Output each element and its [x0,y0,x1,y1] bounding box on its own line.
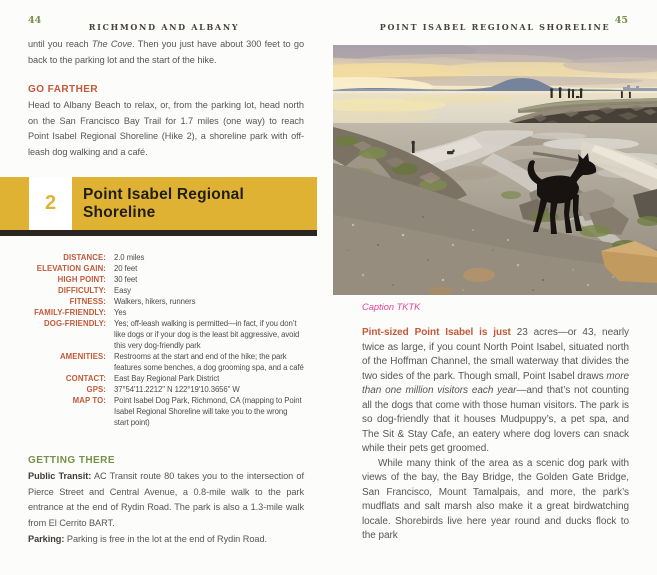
photo-caption: Caption TKTK [362,302,421,312]
stat-label: DISTANCE: [63,253,106,262]
stats-list [28,252,304,428]
stat-value: Point Isabel Dog Park, Richmond, CA (mapping to Point Isabel Regional Shoreline will take you to the wrong start point) [114,396,302,427]
body-paragraph-1 [362,326,629,457]
stat-label: DIFFICULTY: [57,286,106,295]
stat-label: AMENITIES: [59,352,106,361]
stat-row [28,318,304,351]
hike-number: 2 [44,192,57,214]
stat-label: FAMILY-FRIENDLY: [34,308,106,317]
right-page-body [362,326,629,544]
intro-pre: until you reach [28,39,92,49]
stat-label: CONTACT: [65,374,106,383]
running-head-left-text: RICHMOND AND ALBANY [88,22,240,32]
stat-value: 37°54'11.2212" N 122°19'10.3656" W [114,385,240,394]
running-head-right-text: POINT ISABEL REGIONAL SHORELINE [379,22,611,32]
stat-value: Restrooms at the start and end of the hike; the park features some benches, a dog grooming spa, and a café [114,352,304,372]
stat-value: Easy [114,286,131,295]
hike-title: Point Isabel Regional Shoreline [83,185,244,221]
stat-label: FITNESS: [69,297,106,306]
parking-paragraph [28,532,304,548]
stat-label: HIGH POINT: [57,275,106,284]
stat-row [28,395,304,428]
stat-value: 2.0 miles [114,253,145,262]
hike-number-box [29,177,72,230]
stat-value: 30 feet [114,275,138,284]
stat-row [28,285,304,296]
go-farther-paragraph: Head to Albany Beach to relax, or, from the parking lot, head north on the San Francisco Bay Trail for 1.7 miles (one way) to reach Point Isabel Regional Shoreline (Hike 2), a shoreline park with off-leash dog walking and a café. [28,100,304,158]
running-head-left [0,17,328,35]
stat-row [28,351,304,373]
stat-label: GPS: [86,385,106,394]
stat-label: MAP TO: [72,396,106,405]
parking-text: Parking is free in the lot at the end of Rydin Road. [64,533,268,544]
stat-row [28,263,304,274]
getting-there-heading: GETTING THERE [28,455,115,466]
stat-row [28,384,304,395]
go-farther-heading: GO FARTHER [28,84,99,95]
intro-italic: The Cove [91,39,133,49]
intro-post: . Then you just have about 300 feet to go back to the parking lot and the start of the hike. [28,39,305,65]
getting-there-body [28,469,304,548]
paragraph-1-text-a: 23 acres—or 43, nearly twice as large, if you count North Point Isabel, situated north of the Hoffman Channel, the small waterway that divides the two sides of the park. Though small, Point Isabel draws [362,327,629,382]
stat-value: Yes [114,308,127,317]
paragraph-1-italic: more than one million visitors each year [362,370,629,396]
stat-row [28,296,304,307]
banner-left-stub [0,177,29,230]
parking-label: Parking: [28,533,65,544]
page-number-left: 44 [28,15,42,26]
shoreline-photo [333,45,657,295]
hike-banner [72,177,317,230]
stat-row [28,274,304,285]
paragraph-lead: Pint-sized Point Isabel is just [362,327,511,338]
stat-label: DOG-FRIENDLY: [44,319,106,328]
body-paragraph-2: While many think of the area as a scenic dog park with views of the bay, the Bay Bridge, the Golden Gate Bridge, San Francisco, Mount Tamalpais, and more, the park’s mudflats and salt marsh also make it a great birdwatching locale. Shorebirds live here year round and ducks flock to the park [362,457,629,541]
stat-row [28,252,304,263]
stat-value: Walkers, hikers, runners [114,297,196,306]
paragraph-1-text-b: —and that’s not counting all the dogs that come with those human visitors. The park is so dog-friendly that it houses Mudpuppy’s, a pet spa, and The Sit & Stay Cafe, an eatery where dog lovers can snack while their pets get groomed. [362,385,629,454]
public-transit-label: Public Transit: [28,471,92,481]
stat-value: Yes; off-leash walking is permitted—in fact, if you don’t like dogs or if your dog is the least bit aggressive, avoid this very dog-friendly park [114,319,300,350]
stat-row [28,307,304,318]
banner-rule [0,230,317,236]
running-head-right [333,17,657,35]
stat-value: East Bay Regional Park District [114,374,220,383]
stat-value: 20 feet [114,264,138,273]
public-transit-text: AC Transit route 80 takes you to the intersection of Pierce Street and Central Avenue, a 0.8-mile walk to the park entrance at the end of Rydin Road. The park is also a 1.3-mile walk from El Cerrito BART. [28,471,304,529]
public-transit-paragraph [28,469,304,532]
stat-row [28,373,304,384]
page-number-right: 45 [614,15,628,26]
stat-label: ELEVATION GAIN: [36,264,106,273]
intro-paragraph [28,37,304,68]
